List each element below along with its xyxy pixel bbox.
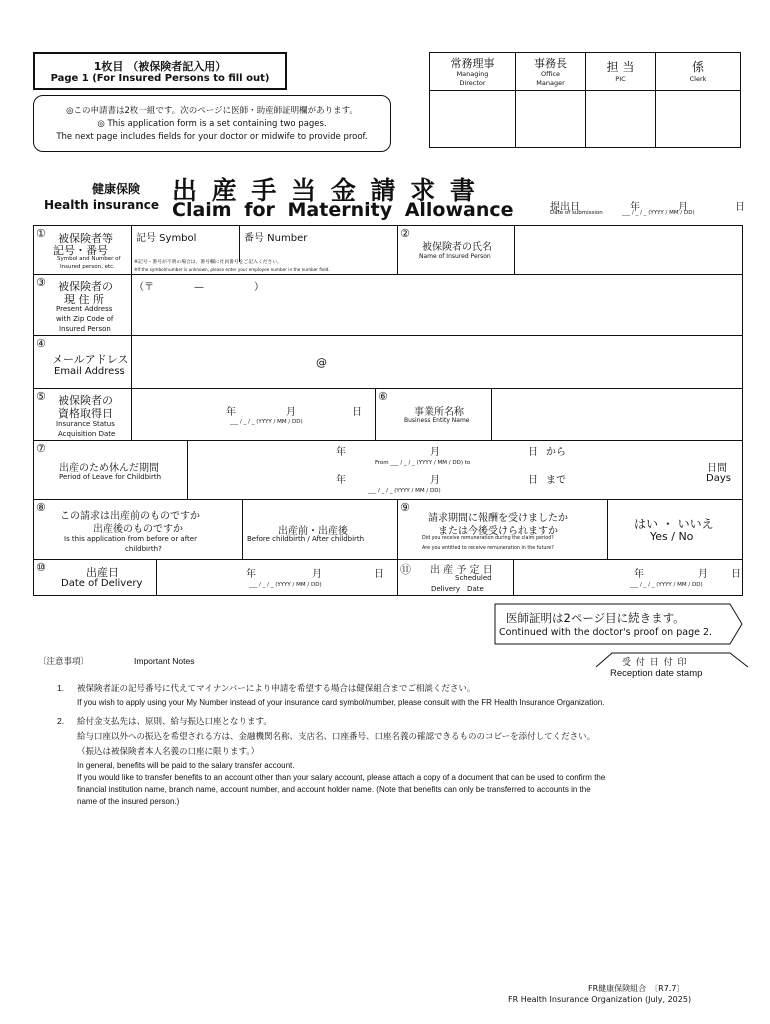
note-2-ja-1: 給付金支払先は、原則、給与振込口座となります。: [77, 716, 272, 726]
form-grid: [33, 225, 743, 596]
delivery-month-label: 月: [312, 569, 322, 580]
field-7-label-en: Period of Leave for Childbirth: [59, 473, 162, 481]
note-1-number: 1.: [57, 683, 65, 693]
field-1-cell: [33, 225, 398, 275]
field-3-number: ③: [36, 276, 46, 289]
field-5-number: ⑤: [36, 390, 46, 403]
divider: [242, 500, 243, 559]
footer-org-en: FR Health Insurance Organization (July, 2025): [508, 995, 692, 1004]
divider: [131, 336, 132, 388]
field-6-label-en: Business Entity Name: [404, 417, 470, 424]
field-4-label-en: Email Address: [54, 366, 125, 377]
field-8-cell: [33, 499, 398, 560]
note-2-en-4: name of the insured person.): [77, 797, 180, 806]
stamp-box-clerk[interactable]: [656, 91, 740, 147]
submission-day: 日: [735, 202, 745, 213]
continued-label-en: Continued with the doctor's proof on page 2.: [499, 627, 713, 638]
remuneration-options-en: Yes / No: [650, 530, 694, 543]
to-month-label: 月: [430, 475, 440, 486]
email-input[interactable]: [134, 340, 739, 384]
submission-year: 年: [630, 202, 640, 213]
field-8-label-ja: この請求は出産前のものですか: [60, 511, 200, 522]
field-9-number: ⑨: [400, 501, 410, 514]
note-2-ja-3: （振込は被保険者本人名義の口座に限ります。）: [77, 746, 260, 756]
approval-label-en: Managing: [456, 70, 489, 78]
field-8-label-ja2: 出産後のものですか: [93, 524, 183, 535]
approval-label-en: PIC: [615, 75, 626, 83]
from-label: から: [546, 447, 566, 458]
stamp-box-managing-director[interactable]: [430, 91, 516, 147]
notice-line3: The next page includes fields for your doctor or midwife to provide proof.: [56, 132, 368, 142]
from-month-label: 月: [430, 447, 440, 458]
approval-grid: [429, 52, 741, 148]
submission-month: 月: [678, 202, 688, 213]
leave-to-date-input[interactable]: [192, 470, 532, 494]
number-label: 番号 Number: [244, 233, 308, 244]
field-2-label-ja: 被保険者の氏名: [422, 242, 492, 253]
note-2-en-1: In general, benefits will be paid to the salary transfer account.: [77, 761, 295, 770]
field-11-number: ⑪: [400, 563, 411, 576]
field-4-label-ja: メールアドレス: [52, 353, 129, 366]
divider: [514, 226, 515, 274]
approval-cell-office-manager: [516, 53, 586, 91]
note-2-en-2: If you would like to transfer benefits to an account other than your salary account, please attach a copy of a document that can be used to confirm the: [77, 773, 606, 782]
field-11-label-ja: 出 産 予 定 日: [430, 565, 493, 576]
field-3-label-ja2: 現 住 所: [64, 293, 104, 306]
field-6-label-ja: 事業所名称: [414, 407, 464, 418]
field-6-cell: [375, 388, 743, 441]
acquisition-date-input[interactable]: [134, 393, 372, 437]
from-day-label: 日: [528, 447, 538, 458]
form-title-en: Claim for Maternity Allowance: [172, 199, 514, 221]
field-9-label-en2: Are you entitled to receive remuneration in the future?: [422, 546, 554, 551]
to-date-format: ___ / _ / _ (YYYY / MM / DD): [368, 488, 441, 494]
from-date-format: From ___ / _ / _ (YYYY / MM / DD) to: [375, 460, 471, 466]
notes-heading-ja: 〔注意事項〕: [38, 656, 90, 666]
field-8-number: ⑧: [36, 501, 46, 514]
field-8-label-en: Is this application from before or after: [64, 535, 197, 543]
field-11-label-en: Scheduled: [455, 574, 492, 582]
symbol-label: 記号 Symbol: [136, 233, 197, 244]
field-3-label-ja: 被保険者の: [58, 280, 113, 293]
divider: [156, 560, 157, 595]
stamp-box-office-manager[interactable]: [516, 91, 586, 147]
field-6-number: ⑥: [378, 390, 388, 403]
day-label: 日: [352, 407, 362, 418]
field-8-label-en2: childbirth?: [125, 545, 162, 553]
approval-label-en: Office: [541, 70, 560, 78]
number-input[interactable]: [240, 242, 397, 262]
field-5-label-ja: 被保険者の: [58, 394, 113, 407]
field-3-label-en3: Insured Person: [59, 325, 111, 333]
divider: [187, 441, 188, 499]
submission-date-label-en: Date of submission: [550, 210, 603, 216]
field-11-cell: [397, 559, 743, 596]
field-2-label-en: Name of Insured Person: [419, 253, 491, 260]
field-4-number: ④: [36, 337, 46, 350]
footer-org-ja: FR健康保険組合 〔R7.7〕: [588, 984, 685, 993]
delivery-date-format: ___ / _ / _ (YYYY / MM / DD): [249, 582, 322, 588]
year-label: 年: [226, 407, 236, 418]
field-1-note-ja: ※記号・番号が不明の場合は、番号欄に社員番号をご記入ください。: [134, 260, 282, 265]
notes-heading-en: Important Notes: [134, 656, 195, 666]
approval-label-en: Clerk: [689, 75, 707, 83]
form-title-ja: 出 産 手 当 金 請 求 書: [172, 176, 478, 205]
scheduled-year-label: 年: [634, 569, 644, 580]
before-after-options-ja[interactable]: 出産前・出産後: [278, 526, 348, 537]
business-name-input[interactable]: [493, 391, 740, 438]
health-insurance-ja: 健康保険: [92, 182, 141, 196]
field-1-label-ja: 被保険者等: [58, 232, 113, 245]
divider: [131, 389, 132, 440]
notice-box: [33, 95, 391, 152]
field-4-cell: [33, 335, 743, 389]
field-9-label-ja2: または今後受けられますか: [438, 526, 558, 537]
days-label-en: Days: [706, 473, 731, 484]
scheduled-day-label-visible: 日: [731, 569, 741, 580]
field-10-label-ja: 出産日: [86, 566, 119, 579]
field-7-number: ⑦: [36, 442, 46, 455]
notice-line2: ◎ This application form is a set containing two pages.: [97, 119, 327, 129]
at-sign: @: [316, 356, 327, 369]
month-label: 月: [286, 407, 296, 418]
health-insurance-en: Health insurance: [44, 198, 160, 212]
field-7-cell: [33, 440, 743, 500]
field-7-label-ja: 出産のため休んだ期間: [59, 463, 159, 474]
from-year-label: 年: [336, 447, 346, 458]
approval-label-en: Director: [459, 79, 486, 87]
continued-label-ja: 医師証明は2ページ目に続きます。: [506, 611, 685, 625]
approval-cell-managing-director: [430, 53, 516, 91]
page-title-box: [33, 52, 287, 90]
reception-stamp-label-ja: 受 付 日 付 印: [622, 658, 688, 668]
date-format-hint: ___ / _ / _ (YYYY / MM / DD): [230, 419, 303, 425]
to-label: まで: [546, 475, 566, 486]
scheduled-month-label: 月: [698, 569, 708, 580]
field-5-label-ja2: 資格取得日: [58, 407, 113, 420]
field-9-cell: [397, 499, 743, 560]
divider: [607, 500, 608, 559]
delivery-date-input[interactable]: [159, 562, 395, 593]
submission-date-input[interactable]: [615, 195, 743, 217]
scheduled-date-format: ___ / _ / _ (YYYY / MM / DD): [630, 582, 703, 588]
divider: [491, 389, 492, 440]
approval-label: 常務理事: [450, 57, 495, 70]
page-title-ja: 1枚目 （被保険者記入用）: [93, 60, 227, 73]
field-2-number: ②: [400, 227, 410, 240]
field-1-label-ja2: 記号・番号: [53, 244, 108, 257]
divider: [131, 275, 132, 335]
approval-label: 係: [691, 60, 704, 74]
delivery-day-label: 日: [374, 569, 384, 580]
symbol-input[interactable]: [132, 242, 238, 262]
submission-date-format: ___ / _ / _ (YYYY / MM / DD): [622, 210, 695, 216]
reception-stamp-label-en: Reception date stamp: [610, 668, 703, 679]
field-2-cell: [397, 225, 743, 275]
field-10-number: ⑩: [36, 561, 46, 574]
field-5-cell: [33, 388, 376, 441]
approval-cell-clerk: [656, 53, 740, 91]
field-1-label-en: Symbol and Number of: [57, 256, 121, 262]
field-3-label-en: Present Address: [56, 305, 113, 313]
field-1-note-en: ※If the symbol/number is unknown, please enter your employee number in the number field.: [134, 267, 330, 272]
field-10-cell: [33, 559, 398, 596]
address-input[interactable]: [134, 293, 739, 333]
page-title-en: Page 1 (For Insured Persons to fill out): [50, 73, 270, 84]
approval-cell-pic: [586, 53, 656, 91]
note-1-en: If you wish to apply using your My Number instead of your insurance card symbol/number, please consult with the FR Health Insurance Organization.: [77, 698, 605, 707]
approval-label: 担 当: [606, 60, 635, 74]
field-9-label-ja: 請求期間に報酬を受けましたか: [428, 513, 568, 524]
field-9-label-en: Did you receive remuneration during the claim period?: [422, 536, 554, 541]
submission-date-label: 提出日: [550, 202, 580, 213]
scheduled-date-input[interactable]: [516, 562, 740, 593]
zip-code-input[interactable]: （〒 — ）: [134, 282, 264, 293]
field-1-number: ①: [36, 227, 46, 240]
divider: [513, 560, 514, 595]
field-5-label-en2: Acquisition Date: [58, 430, 116, 438]
leave-from-date-input[interactable]: [192, 443, 532, 467]
approval-label-en: Manager: [536, 79, 565, 87]
to-day-label: 日: [528, 475, 538, 486]
note-1-ja: 被保険者証の記号番号に代えてマイナンバーにより申請を希望する場合は健保組合までご相談ください。: [77, 683, 476, 693]
note-2-number: 2.: [57, 716, 65, 726]
field-10-label-en: Date of Delivery: [61, 578, 143, 589]
field-5-label-en: Insurance Status: [56, 420, 115, 428]
delivery-year-label: 年: [246, 569, 256, 580]
stamp-box-pic[interactable]: [586, 91, 656, 147]
notice-line1: ◎この申請書は2枚一組です。次のページに医師・助産師証明欄があります。: [66, 106, 358, 116]
field-11-label-en2: Delivery Date: [431, 585, 484, 593]
note-2-ja-2: 給与口座以外への振込を希望される方は、金融機関名称、支店名、口座番号、口座名義の確認できるもののコピーを添付してください。: [77, 731, 596, 741]
before-after-options-en: Before childbirth / After childbirth: [247, 535, 365, 543]
approval-label: 事務長: [534, 57, 567, 70]
leave-days-input[interactable]: [594, 451, 702, 487]
note-2-en-3: financial institution name, branch name, account number, and account holder name. (Note that benefits can only be transferred to accounts in the: [77, 785, 591, 794]
field-3-label-en2: with Zip Code of: [56, 315, 114, 323]
days-label-ja: 日間: [707, 463, 727, 474]
to-year-label: 年: [336, 475, 346, 486]
remuneration-options-ja[interactable]: はい ・ いいえ: [634, 517, 714, 531]
insured-name-input[interactable]: [516, 228, 740, 272]
field-1-label-en2: Insured person, etc.: [60, 264, 115, 270]
field-3-cell: [33, 274, 743, 336]
